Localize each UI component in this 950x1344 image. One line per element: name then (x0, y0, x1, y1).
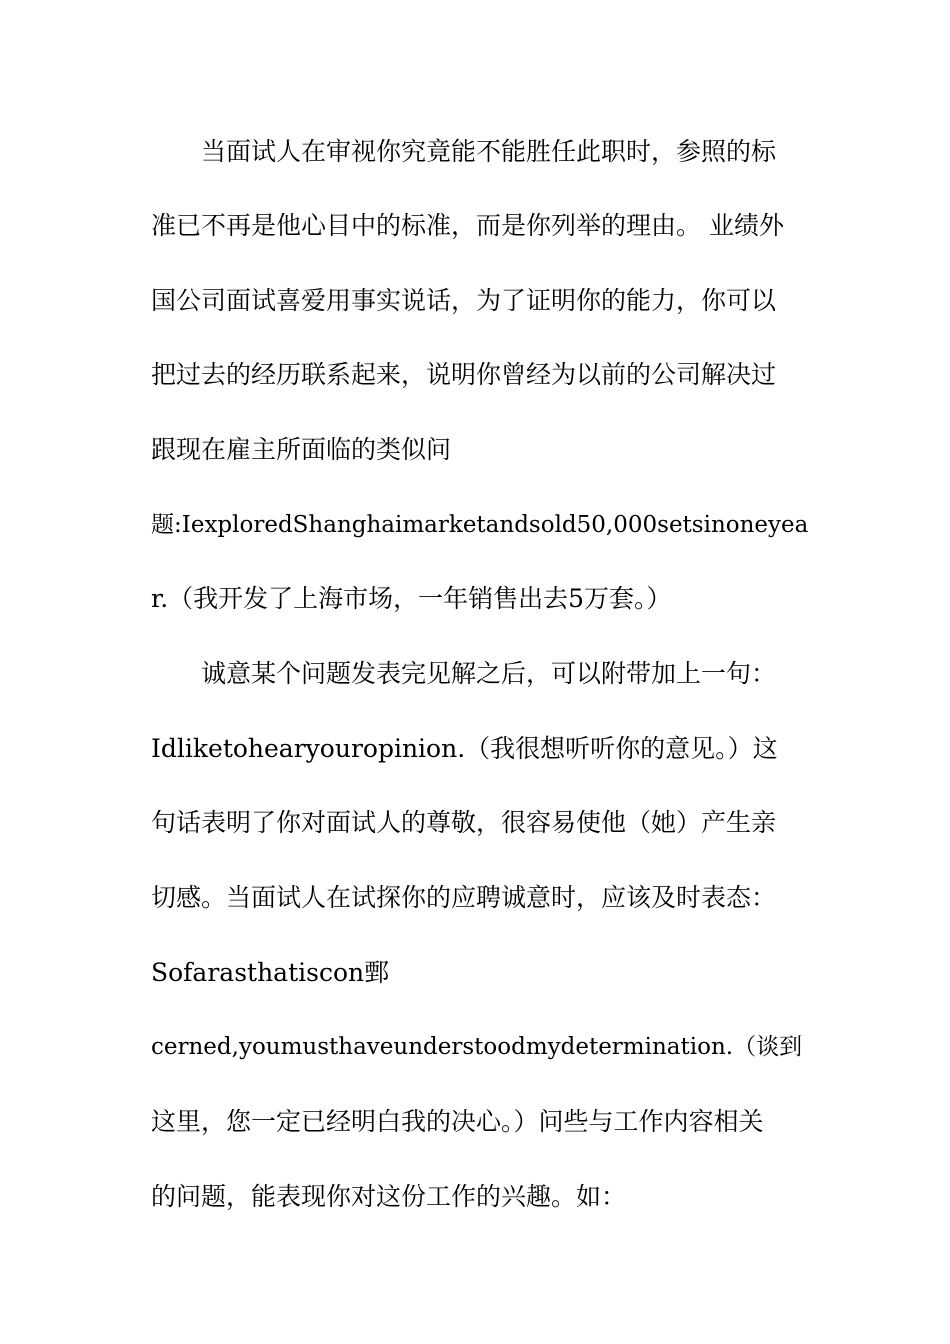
paragraph-line: 当面试人在审视你究竟能不能胜任此职时，参照的标 (201, 137, 777, 166)
paragraph-line: 国公司面试喜爱用事实说话，为了证明你的能力，你可以 (151, 286, 777, 315)
paragraph-line: cerned,youmusthaveunderstoodmydetermination.（谈到 (151, 1034, 803, 1060)
paragraph-line: r.（我开发了上海市场，一年销售出去5万套。） (151, 584, 672, 613)
paragraph-line: 诚意某个问题发表完见解之后，可以附带加上一句： (201, 659, 777, 688)
paragraph-line: 句话表明了你对面试人的尊敬，很容易使他（她）产生亲 (151, 808, 777, 837)
paragraph-line: 的问题，能表现你对这份工作的兴趣。如： (151, 1182, 627, 1211)
paragraph-line: 题:IexploredShanghaimarketandsold50,000setsinoneyea (151, 512, 809, 538)
paragraph-line: 跟现在雇主所面临的类似问 (151, 435, 452, 464)
paragraph-line: 这里，您一定已经明白我的决心。）问些与工作内容相关 (151, 1107, 764, 1136)
paragraph-line: 准已不再是他心目中的标准，而是你列举的理由。 业绩外 (151, 211, 784, 240)
paragraph-line: Idliketohearyouropinion.（我很想听听你的意见。）这 (151, 734, 778, 763)
paragraph-line: 把过去的经历联系起来，说明你曾经为以前的公司解决过 (151, 360, 777, 389)
paragraph-line: Sofarasthatiscon鄄 (151, 958, 390, 987)
paragraph-line: 切感。当面试人在试探你的应聘诚意时，应该及时表态： (151, 883, 777, 912)
